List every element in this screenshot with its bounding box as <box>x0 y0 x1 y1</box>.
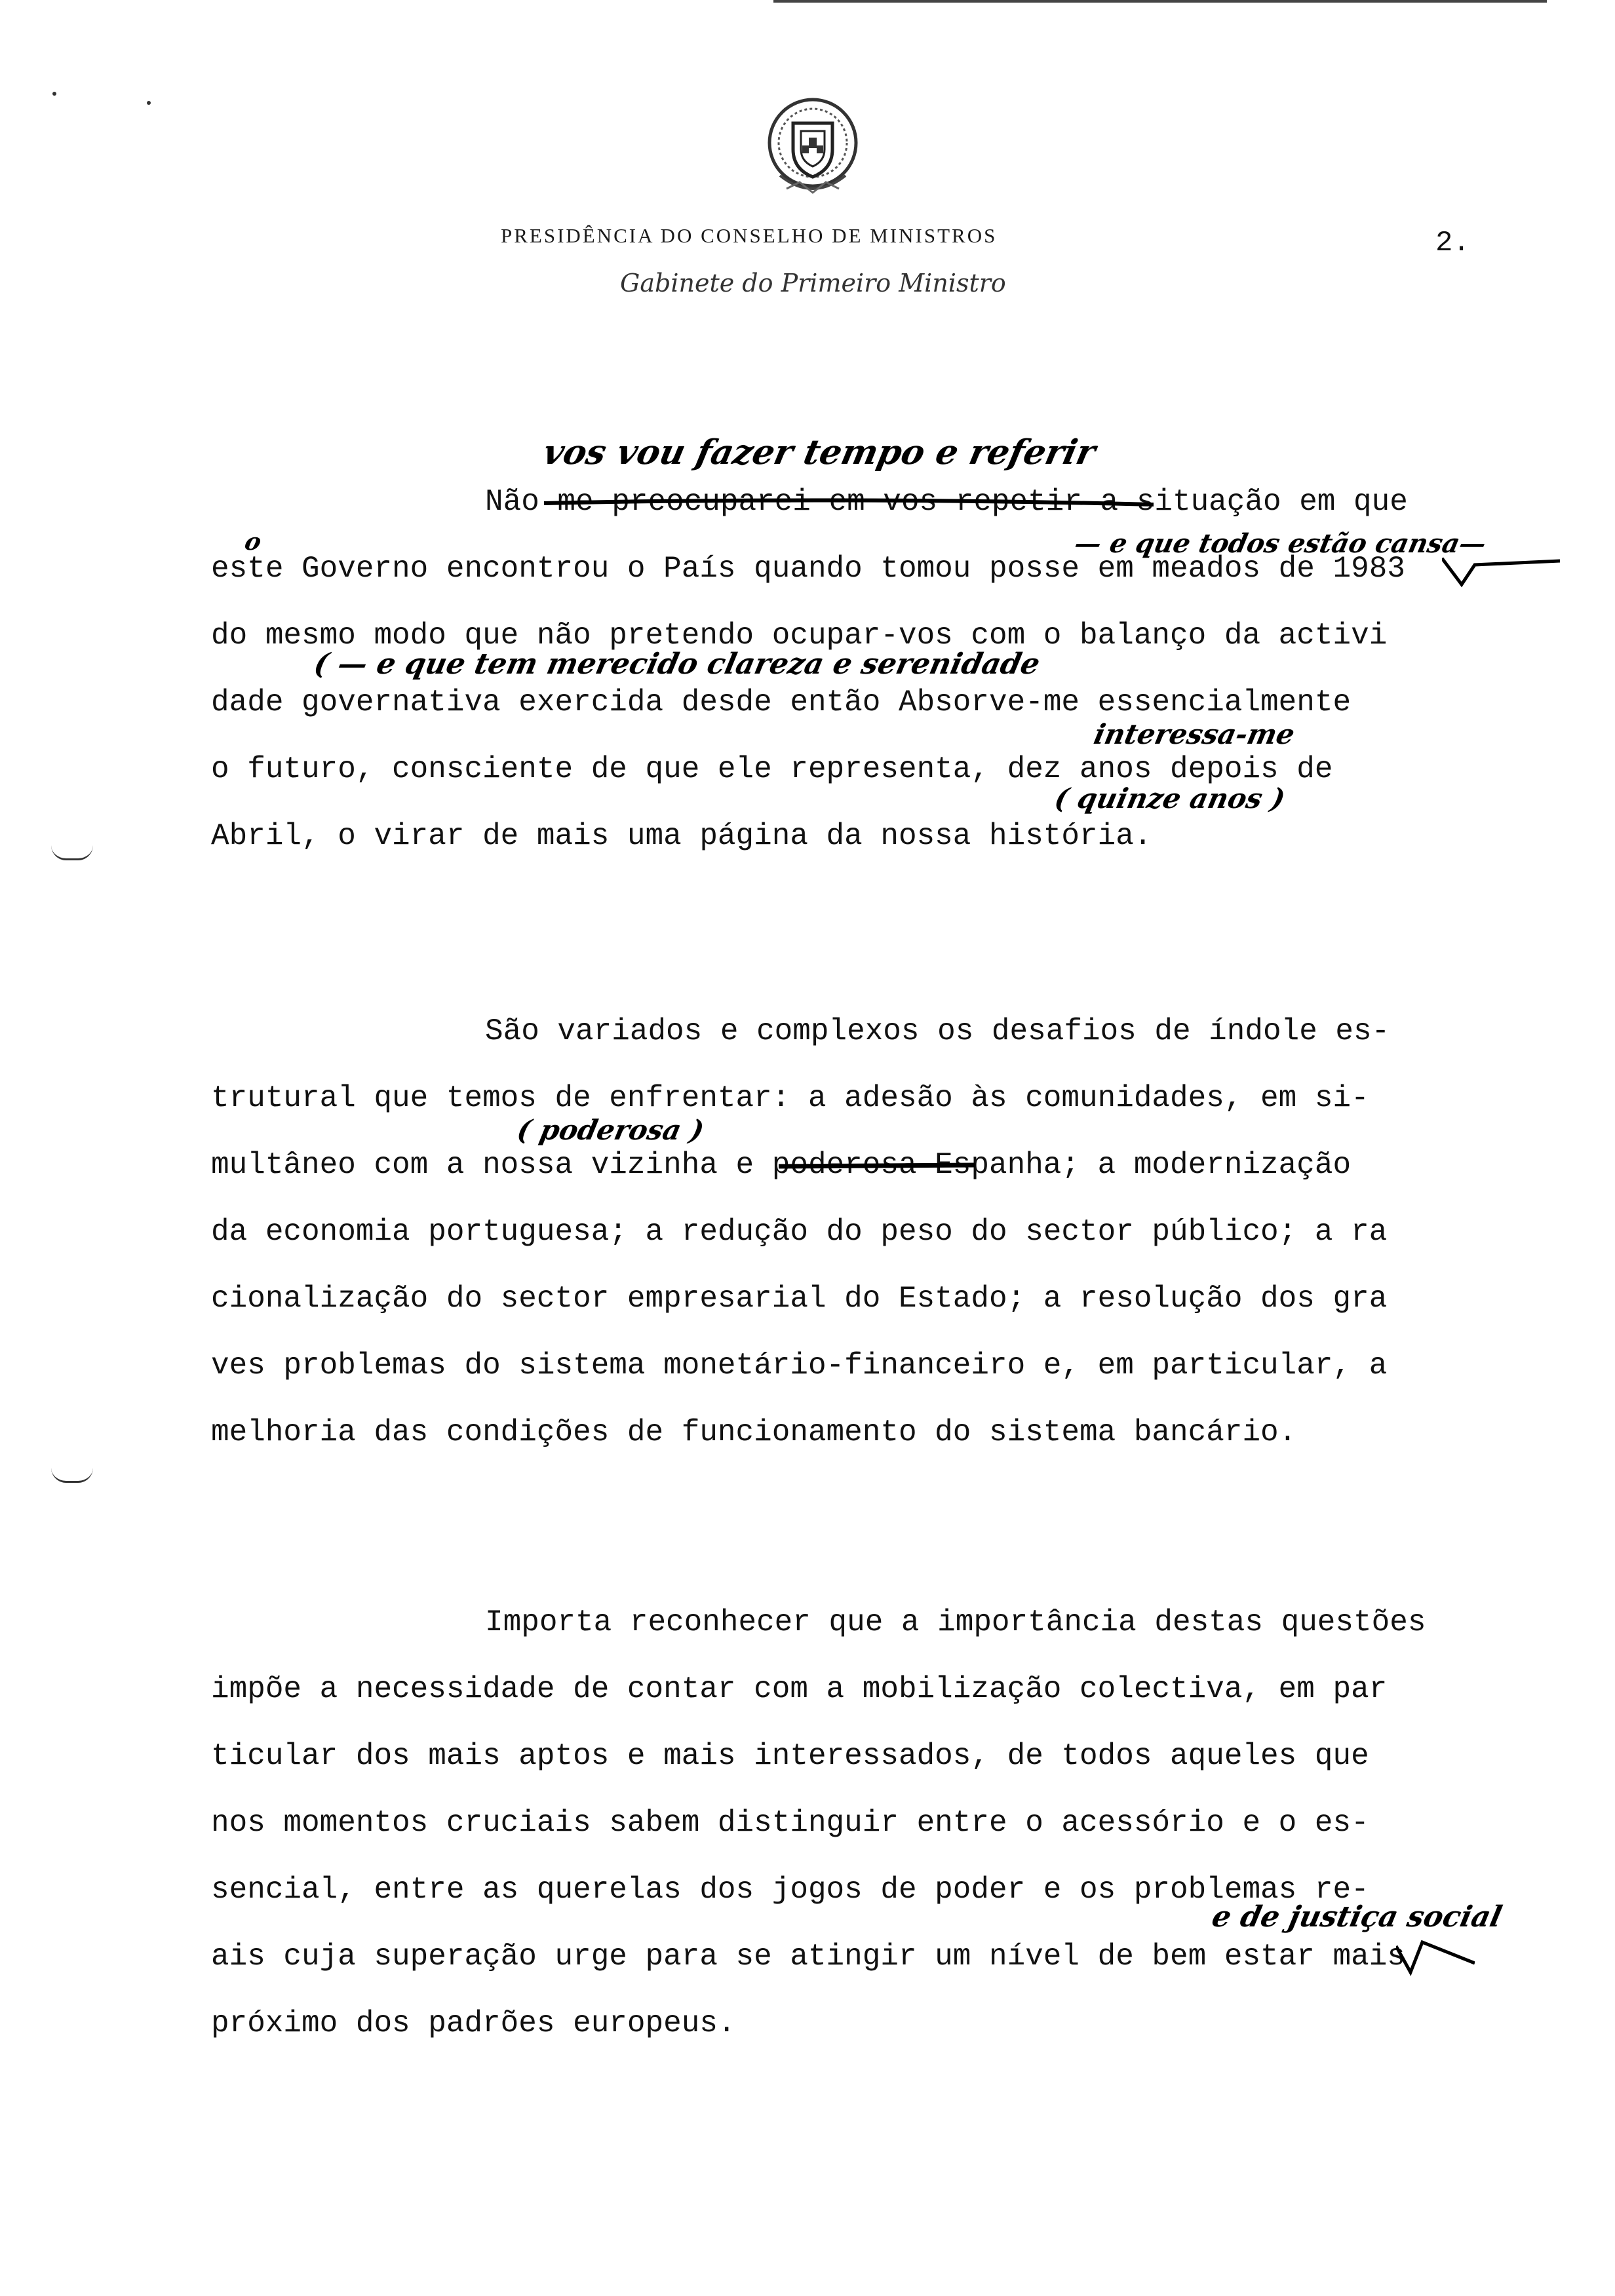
top-edge-line <box>773 0 1547 3</box>
handwritten-insert: ( quinze anos ) <box>1051 782 1289 814</box>
text-line: impõe a necessidade de contar com a mobilização colectiva, em par <box>211 1672 1388 1706</box>
text-line: ves problemas do sistema monetário-financeiro e, em particular, a <box>211 1349 1388 1383</box>
header-subtitle: Gabinete do Primeiro Ministro <box>620 269 1006 297</box>
margin-punch-mark <box>51 845 93 860</box>
strikethrough-mark <box>779 1156 975 1176</box>
text-line: nos momentos cruciais sabem distinguir entre o acessório e o es- <box>211 1806 1369 1840</box>
text-line: Abril, o virar de mais uma página da nossa história. <box>211 819 1152 853</box>
text-line: da economia portuguesa; a redução do peso do sector público; a ra <box>211 1215 1388 1249</box>
text-line: melhoria das condições de funcionamento do sistema bancário. <box>211 1415 1297 1449</box>
text-line: Importa reconhecer que a importância destas questões <box>485 1605 1426 1639</box>
speck <box>52 92 56 96</box>
speck <box>147 101 151 105</box>
text-line: próximo dos padrões europeus. <box>211 2006 736 2040</box>
header-title: PRESIDÊNCIA DO CONSELHO DE MINISTROS <box>501 224 998 247</box>
margin-punch-mark <box>51 1468 93 1483</box>
insertion-mark <box>1442 552 1560 591</box>
text-line: trutural que temos de enfrentar: a adesão às comunidades, em si- <box>211 1081 1369 1115</box>
handwritten-insert: interessa-me <box>1091 718 1298 750</box>
portuguese-coat-of-arms-icon <box>760 90 865 208</box>
handwritten-insert: o <box>242 528 264 556</box>
text-line: do mesmo modo que não pretendo ocupar-vos com o balanço da activi <box>211 619 1388 653</box>
text-line: o futuro, consciente de que ele representa, dez anos depois de <box>211 752 1333 786</box>
text-line: sencial, entre as querelas dos jogos de poder e os problemas re- <box>211 1873 1369 1907</box>
handwritten-insert: ( — e que tem merecido clareza e serenidade <box>311 647 1043 681</box>
text-line: ais cuja superação urge para se atingir um nível de bem estar mais <box>211 1940 1405 1974</box>
handwritten-insert: ( poderosa ) <box>514 1114 707 1146</box>
text-line: São variados e complexos os desafios de índole es- <box>485 1014 1390 1048</box>
text-line: dade governativa exercida desde então Absorve-me essencialmente <box>211 685 1352 719</box>
handwritten-insert: — e que todos estão cansa— <box>1072 528 1489 559</box>
text-line: este Governo encontrou o País quando tomou posse em meados de 1983 <box>211 552 1405 586</box>
insertion-mark <box>1396 1940 1475 1979</box>
text-line: ticular dos mais aptos e mais interessados, de todos aqueles que <box>211 1739 1369 1773</box>
handwritten-insert: e de justiça social <box>1209 1900 1506 1934</box>
text-line: cionalização do sector empresarial do Estado; a resolução dos gra <box>211 1282 1388 1316</box>
handwritten-insert: vos vou fazer tempo e referir <box>539 432 1099 472</box>
text-line: Não me preocuparei em vos repetir a situação em que <box>485 485 1408 519</box>
strikethrough-mark <box>544 493 1154 512</box>
page-number: 2. <box>1435 227 1470 259</box>
text-line: multâneo com a nossa vizinha e poderosa Espanha; a modernização <box>211 1148 1352 1182</box>
